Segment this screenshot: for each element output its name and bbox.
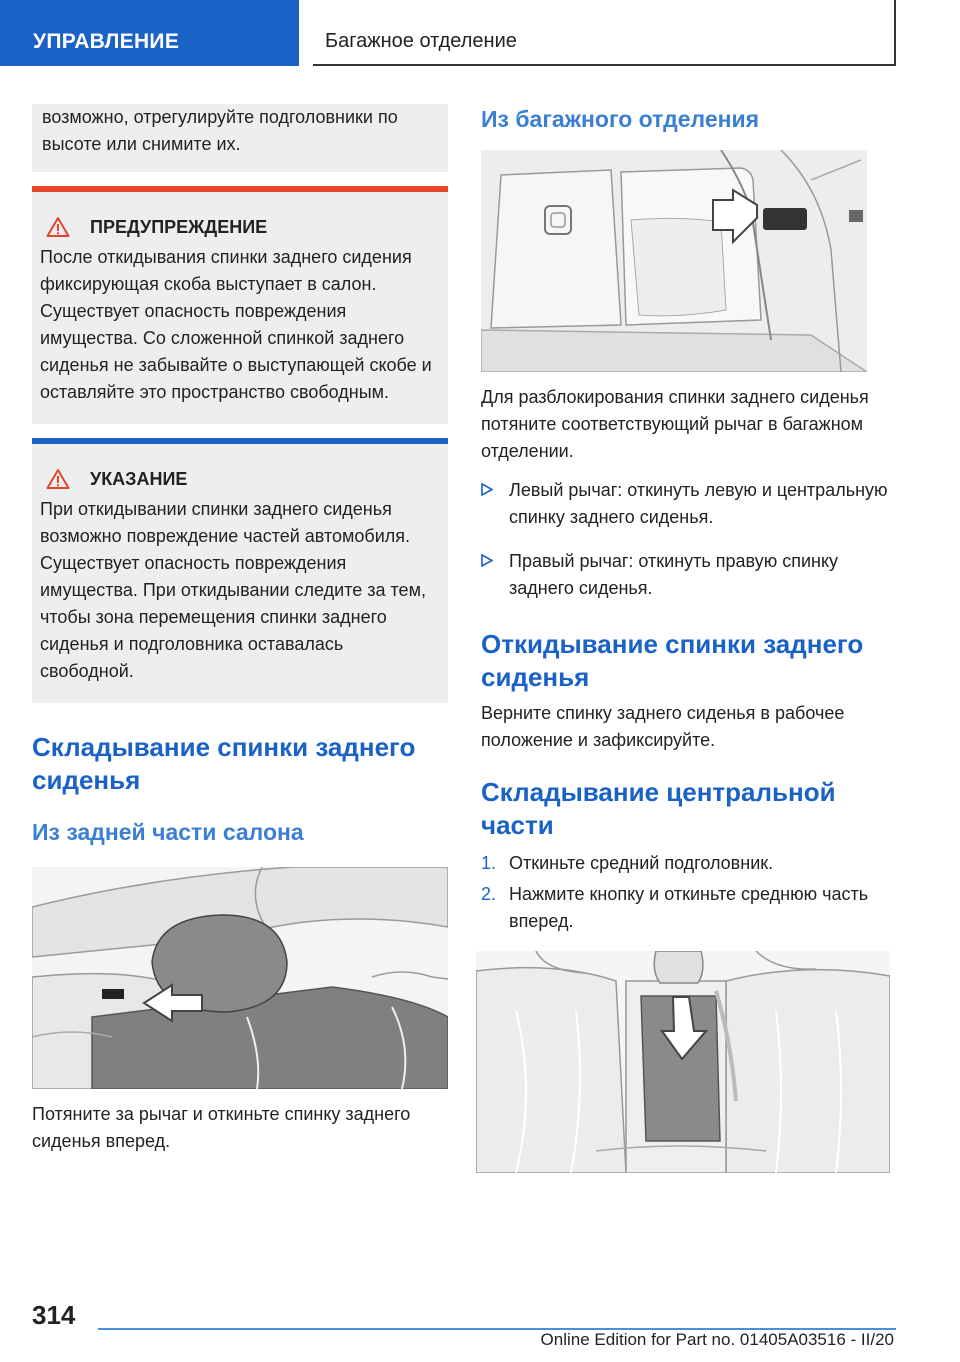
bullet-text: Правый рычаг: откинуть правую спинку заднего сиденья. — [509, 551, 839, 598]
list-item — [481, 881, 896, 935]
warning-title-row — [40, 214, 438, 240]
chapter-title: Багажное отделение — [325, 30, 517, 52]
page-number: 314 — [32, 1300, 76, 1330]
warning-box — [32, 186, 448, 424]
rear-seat-lever-illustration — [32, 867, 448, 1089]
step-number: 1. — [481, 853, 497, 873]
note-box — [32, 438, 448, 703]
warning-title: ПРЕДУПРЕЖДЕНИЕ — [90, 216, 268, 237]
section-label: УПРАВЛЕНИЕ — [33, 30, 180, 53]
subheading-from-trunk: Из багажного отделения — [481, 106, 760, 132]
lever-caption: Потяните за рычаг и откиньте спинку заднего сиденья вперед. — [32, 1104, 411, 1151]
unlock-text: Для разблокирования спинки заднего сиденья потяните соответствующий рычаг в багажном отделении. — [481, 387, 869, 461]
trunk-lever-illustration — [481, 150, 867, 372]
subheading-from-cabin: Из задней части салона — [32, 819, 304, 845]
center-seat-drawing — [476, 951, 890, 1173]
warning-text: После откидывания спинки заднего сидения фиксирующая скоба выступает в салон. Существует опасность повреждения имущества. Со сложенной спинкой заднего сиденья не забывайте о выступающей скобе и оставляйте это пространство свободным. — [40, 247, 432, 402]
list-item — [481, 850, 896, 877]
step-text: Откиньте средний подголовник. — [509, 853, 774, 873]
section-tab[interactable] — [0, 0, 299, 66]
triangle-bullet-icon — [481, 483, 493, 496]
note-title-row — [40, 466, 438, 492]
edition-text: Online Edition for Part no. 01405A03516 - II/20 — [540, 1330, 894, 1349]
center-section-illustration — [476, 951, 890, 1173]
right-column — [481, 104, 896, 1173]
lever-bullet-list — [481, 477, 896, 602]
caution-triangle-icon — [46, 468, 70, 490]
section-heading-center: Складывание центральной части — [481, 777, 836, 840]
intro-box — [32, 104, 448, 172]
list-item — [481, 477, 896, 531]
warning-triangle-icon — [46, 216, 70, 238]
trunk-drawing — [481, 150, 867, 372]
return-text: Верните спинку заднего сиденья в рабочее положение и зафиксируйте. — [481, 703, 845, 750]
intro-text: возможно, отрегулируйте подголовники по высоте или снимите их. — [42, 107, 398, 154]
center-steps-list — [481, 850, 896, 935]
bullet-text: Левый рычаг: откинуть левую и центральную спинку заднего сиденья. — [509, 480, 888, 527]
rear-seat-drawing — [32, 867, 448, 1089]
left-column — [32, 104, 448, 1155]
note-title: УКАЗАНИЕ — [90, 468, 188, 489]
step-number: 2. — [481, 884, 497, 904]
section-heading-return: Откидывание спинки заднего сиденья — [481, 629, 864, 692]
page-header — [0, 0, 960, 66]
chapter-title-box — [313, 0, 896, 66]
triangle-bullet-icon — [481, 554, 493, 567]
list-item — [481, 548, 896, 602]
note-text: При откидывании спинки заднего сиденья возможно повреждение частей автомобиля. Существует опасность повреждения имущества. При откидывании следите за тем, чтобы зона перемещения спинки заднего сиденья и подголовника оставалась свободной. — [40, 499, 426, 681]
step-text: Нажмите кнопку и откиньте среднюю часть вперед. — [509, 884, 869, 931]
section-heading-fold: Складывание спинки заднего сиденья — [32, 732, 416, 795]
